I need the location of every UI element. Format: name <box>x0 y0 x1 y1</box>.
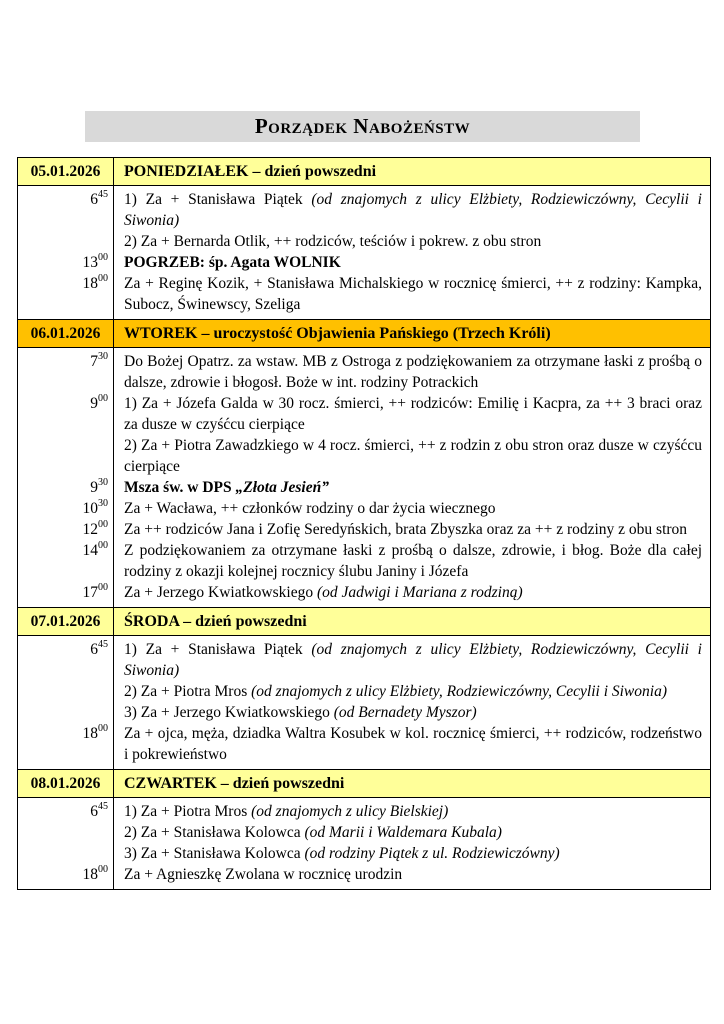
section-title: PONIEDZIAŁEK – dzień powszedni <box>124 163 377 180</box>
entry-minutes: 45 <box>98 800 108 812</box>
entry-minutes: 00 <box>98 251 108 263</box>
section-header <box>18 319 710 348</box>
entry-hour: 13 <box>82 254 98 271</box>
entry-hour: 12 <box>82 521 98 538</box>
entry-text <box>114 582 710 607</box>
entry-text <box>114 519 710 540</box>
intention-text: 3) Za + Jerzego Kwiatkowskiego <box>124 704 334 721</box>
intention-paragraph <box>124 801 702 822</box>
entry-hour: 18 <box>82 725 98 742</box>
section-header <box>18 158 710 186</box>
schedule-section <box>18 319 710 607</box>
section-body <box>18 636 710 769</box>
section-header <box>18 769 710 798</box>
entry-time <box>18 636 114 723</box>
entry-time <box>18 393 114 477</box>
intention-text: 1) Za + Stanisława Piątek <box>124 191 312 208</box>
intention-donor-note: (od znajomych z ulicy Bielskiej) <box>251 803 449 820</box>
entry-hour: 9 <box>90 395 98 412</box>
section-body <box>18 186 710 319</box>
entry-time <box>18 519 114 540</box>
intention-paragraph <box>124 639 702 681</box>
intention-text: 2) Za + Piotra Zawadzkiego w 4 rocz. śmierci, ++ z rodzin z obu stron oraz dusze w czyśćcu cierpiące <box>124 437 702 475</box>
entry-text <box>114 348 710 393</box>
entry-text <box>114 636 710 723</box>
intention-text: Msza św. w DPS <box>124 479 236 496</box>
section-date: 08.01.2026 <box>18 770 114 797</box>
intention-text: Do Bożej Opatrz. za wstaw. MB z Ostroga z podziękowaniem za otrzymane łaski z prośbą o dalsze, zdrowie i błogosł. Boże w int. rodziny Potrackich <box>124 353 702 391</box>
intention-paragraph <box>124 498 702 519</box>
schedule-entry <box>18 540 710 582</box>
section-date: 07.01.2026 <box>18 608 114 635</box>
schedule-section <box>18 607 710 769</box>
intention-text: 1) Za + Józefa Galda w 30 rocz. śmierci, ++ rodziców: Emilię i Kacpra, za ++ 3 braci oraz za dusze w czyśćcu cierpiące <box>124 395 702 433</box>
entry-time <box>18 348 114 393</box>
intention-donor-note: (od znajomych z ulicy Elżbiety, Rodziewiczówny, Cecylii i Siwonia) <box>124 641 702 679</box>
entry-text <box>114 252 710 273</box>
section-body <box>18 798 710 889</box>
intention-text: 1) Za + Stanisława Piątek <box>124 641 312 658</box>
intention-text: Za ++ rodziców Jana i Zofię Seredyńskich, brata Zbyszka oraz za ++ z rodziny z obu stron <box>124 521 688 538</box>
intention-donor-note: (od znajomych z ulicy Elżbiety, Rodziewiczówny, Cecylii i Siwonia) <box>124 191 702 229</box>
intention-paragraph <box>124 822 702 843</box>
section-date: 05.01.2026 <box>18 158 114 185</box>
entry-time <box>18 477 114 498</box>
intention-paragraph <box>124 252 702 273</box>
intention-paragraph <box>124 231 702 252</box>
intention-text: Za + Jerzego Kwiatkowskiego <box>124 584 317 601</box>
schedule-entry <box>18 186 710 252</box>
entry-time <box>18 273 114 319</box>
intention-text: Za + Agnieszkę Zwolana w rocznicę urodzin <box>124 866 403 883</box>
schedule-entry <box>18 477 710 498</box>
entry-minutes: 30 <box>98 476 108 488</box>
entry-text <box>114 186 710 252</box>
intention-paragraph <box>124 519 702 540</box>
entry-minutes: 00 <box>98 581 108 593</box>
intention-paragraph <box>124 681 702 702</box>
schedule-entry <box>18 348 710 393</box>
entry-text <box>114 477 710 498</box>
intention-donor-note: (od znajomych z ulicy Elżbiety, Rodziewiczówny, Cecylii i Siwonia) <box>251 683 667 700</box>
intention-text: POGRZEB: śp. Agata WOLNIK <box>124 254 341 271</box>
intention-paragraph <box>124 843 702 864</box>
entry-minutes: 00 <box>98 272 108 284</box>
entry-time <box>18 864 114 889</box>
section-title: ŚRODA – dzień powszedni <box>124 613 307 630</box>
intention-text: 1) Za + Piotra Mros <box>124 803 252 820</box>
entry-text <box>114 723 710 769</box>
schedule-entry <box>18 723 710 769</box>
section-date: 06.01.2026 <box>18 320 114 347</box>
intention-donor-note: (od Bernadety Myszor) <box>333 704 477 721</box>
section-body <box>18 348 710 607</box>
intention-paragraph <box>124 393 702 435</box>
intention-text: Za + ojca, męża, dziadka Waltra Kosubek w kol. rocznicę śmierci, ++ rodziców, rodzeństwo i pokrewieństwo <box>124 725 702 763</box>
intention-paragraph <box>124 540 702 582</box>
schedule-entry <box>18 582 710 607</box>
entry-minutes: 00 <box>98 518 108 530</box>
intention-donor-note: „Złota Jesień” <box>235 479 329 496</box>
section-title: WTOREK – uroczystość Objawienia Pańskiego (Trzech Króli) <box>124 325 551 342</box>
entry-minutes: 00 <box>98 539 108 551</box>
entry-time <box>18 582 114 607</box>
entry-hour: 6 <box>90 803 98 820</box>
schedule-entry <box>18 519 710 540</box>
intention-donor-note: (od Jadwigi i Mariana z rodziną) <box>316 584 523 601</box>
intention-text: Z podziękowaniem za otrzymane łaski z prośbą o dalsze, zdrowie, i błog. Boże dla całej rodziny z okazji kolejnej rocznicy ślubu Janiny i Józefa <box>124 542 702 580</box>
intention-donor-note: (od Marii i Waldemara Kubala) <box>304 824 502 841</box>
intention-paragraph <box>124 702 702 723</box>
intention-paragraph <box>124 864 702 885</box>
entry-time <box>18 798 114 864</box>
section-header <box>18 607 710 636</box>
entry-hour: 6 <box>90 191 98 208</box>
intention-text: Za + Wacława, ++ członków rodziny o dar życia wiecznego <box>124 500 496 517</box>
intention-paragraph <box>124 351 702 393</box>
entry-hour: 17 <box>82 584 98 601</box>
entry-minutes: 00 <box>98 392 108 404</box>
entry-minutes: 00 <box>98 722 108 734</box>
section-title: CZWARTEK – dzień powszedni <box>124 775 345 792</box>
intention-text: 2) Za + Stanisława Kolowca <box>124 824 305 841</box>
intention-paragraph <box>124 477 702 498</box>
schedule-entry <box>18 498 710 519</box>
schedule-entry <box>18 252 710 273</box>
intention-text: 2) Za + Bernarda Otlik, ++ rodziców, teściów i pokrew. z obu stron <box>124 233 542 250</box>
entry-text <box>114 498 710 519</box>
entry-time <box>18 723 114 769</box>
entry-text <box>114 798 710 864</box>
entry-minutes: 45 <box>98 638 108 650</box>
schedule-entry <box>18 864 710 889</box>
schedule-section <box>18 769 710 889</box>
intention-paragraph <box>124 435 702 477</box>
intention-donor-note: (od rodziny Piątek z ul. Rodziewiczówny) <box>304 845 560 862</box>
intention-text: Za + Reginę Kozik, + Stanisława Michalskiego w rocznicę śmierci, ++ z rodziny: Kampka, Subocz, Świnewscy, Szeliga <box>124 275 702 313</box>
schedule-entry <box>18 798 710 864</box>
entry-minutes: 00 <box>98 863 108 875</box>
intention-text: 2) Za + Piotra Mros <box>124 683 252 700</box>
entry-hour: 14 <box>82 542 98 559</box>
entry-hour: 7 <box>90 353 98 370</box>
intention-text: 3) Za + Stanisława Kolowca <box>124 845 305 862</box>
entry-time <box>18 186 114 252</box>
schedule-section <box>18 158 710 319</box>
intention-paragraph <box>124 723 702 765</box>
schedule-entry <box>18 393 710 477</box>
entry-hour: 10 <box>82 500 98 517</box>
entry-time <box>18 540 114 582</box>
entry-hour: 9 <box>90 479 98 496</box>
entry-time <box>18 498 114 519</box>
schedule-entry <box>18 273 710 319</box>
intention-paragraph <box>124 582 702 603</box>
intention-paragraph <box>124 189 702 231</box>
entry-hour: 18 <box>82 866 98 883</box>
entry-text <box>114 864 710 889</box>
intention-paragraph <box>124 273 702 315</box>
entry-time <box>18 252 114 273</box>
entry-hour: 6 <box>90 641 98 658</box>
schedule-entry <box>18 636 710 723</box>
entry-hour: 18 <box>82 275 98 292</box>
entry-text <box>114 393 710 477</box>
entry-text <box>114 540 710 582</box>
entry-minutes: 30 <box>98 350 108 362</box>
entry-minutes: 30 <box>98 497 108 509</box>
schedule-table <box>17 157 711 890</box>
entry-minutes: 45 <box>98 188 108 200</box>
page-title: Porządek Nabożeństw <box>85 111 640 142</box>
entry-text <box>114 273 710 319</box>
